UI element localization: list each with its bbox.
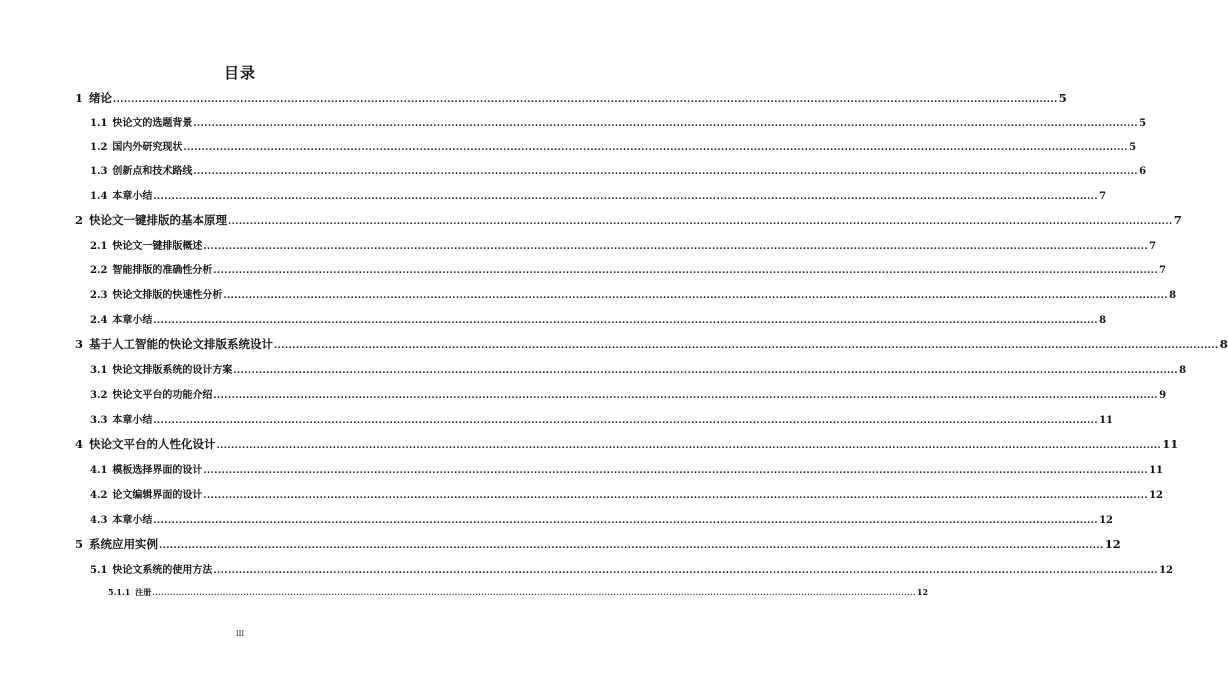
dot-leader: .................................................................................................................................................................................................................................................................... xyxy=(203,491,1149,501)
dot-leader: .................................................................................................................................................................................................................................................................... xyxy=(153,416,1099,426)
toc-entry-label xyxy=(90,237,202,252)
dot-leader: .................................................................................................................................................................................................................................................................... xyxy=(153,192,1099,202)
dot-leader: .................................................................................................................................................................................................................................................................... xyxy=(193,119,1139,129)
toc-entry-page: 5 xyxy=(1139,118,1147,129)
toc-entry-number: 1.4 xyxy=(90,191,108,202)
toc-entry-title: 论文编辑界面的设计 xyxy=(112,490,203,501)
toc-entry-label xyxy=(75,436,216,452)
toc-entry-page: 5 xyxy=(1058,91,1067,105)
toc-entry-label xyxy=(90,187,152,202)
toc-entry[interactable] xyxy=(90,187,1107,202)
toc-entry[interactable] xyxy=(108,587,929,598)
toc-entry-page: 12 xyxy=(1104,537,1121,551)
toc-entry-number: 3.3 xyxy=(90,415,108,426)
toc-entry-number: 4.3 xyxy=(90,515,108,526)
toc-entry-number: 1.3 xyxy=(90,166,108,177)
toc-entry-number: 4.1 xyxy=(90,465,108,476)
toc-entry-number: 2.3 xyxy=(90,290,108,301)
toc-entry-title: 创新点和技术路线 xyxy=(112,166,193,177)
toc-entry-title: 模板选择界面的设计 xyxy=(112,465,203,476)
toc-entry[interactable] xyxy=(90,411,1113,426)
toc-entry-number: 4.2 xyxy=(90,490,108,501)
toc-entry-label xyxy=(75,212,227,228)
toc-entry-page: 12 xyxy=(916,587,929,597)
toc-entry[interactable] xyxy=(75,536,1121,552)
toc-entry[interactable] xyxy=(90,162,1147,177)
toc-entry-label xyxy=(90,311,152,326)
dot-leader: .................................................................................................................................................................................................................................................................... xyxy=(228,217,1173,227)
toc-entry-title: 绪论 xyxy=(89,91,113,105)
toc-entry[interactable] xyxy=(90,486,1163,501)
toc-entry[interactable] xyxy=(75,436,1179,452)
toc-entry-title: 快论文排版系统的设计方案 xyxy=(112,365,233,376)
toc-entry[interactable] xyxy=(90,311,1107,326)
toc-entry-page: 9 xyxy=(1159,390,1167,401)
toc-entry-title: 智能排版的准确性分析 xyxy=(112,265,213,276)
toc-entry-title: 注册 xyxy=(135,587,152,597)
toc-entry-label xyxy=(90,286,222,301)
toc-entry[interactable] xyxy=(90,461,1163,476)
toc-entry-number: 5.1.1 xyxy=(108,587,131,597)
toc-entry-page: 8 xyxy=(1219,337,1228,351)
toc-entry-title: 本章小结 xyxy=(112,515,153,526)
toc-entry-number: 5.1 xyxy=(90,565,108,576)
toc-entry-number: 3 xyxy=(75,337,84,351)
toc-entry-label xyxy=(75,336,273,352)
toc-entry-page: 8 xyxy=(1099,315,1107,326)
toc-entry-page: 7 xyxy=(1149,241,1157,252)
toc-entry[interactable] xyxy=(90,114,1147,129)
toc-entry-page: 7 xyxy=(1099,191,1107,202)
toc-entry-number: 3.2 xyxy=(90,390,108,401)
toc-entry-label xyxy=(108,587,151,598)
toc-entry[interactable] xyxy=(90,237,1157,252)
toc-entry[interactable] xyxy=(90,561,1173,576)
toc-entry[interactable] xyxy=(75,212,1182,228)
toc-entry-label xyxy=(90,486,202,501)
toc-entry[interactable] xyxy=(75,90,1067,106)
toc-entry[interactable] xyxy=(90,511,1113,526)
toc-entry-page: 12 xyxy=(1099,515,1113,526)
toc-entry-number: 1.1 xyxy=(90,118,108,129)
toc-entry-page: 11 xyxy=(1149,465,1163,476)
dot-leader: .................................................................................................................................................................................................................................................................... xyxy=(203,242,1149,252)
dot-leader: .................................................................................................................................................................................................................................................................... xyxy=(216,441,1162,451)
toc-entry[interactable] xyxy=(75,336,1228,352)
toc-entry-title: 本章小结 xyxy=(112,415,153,426)
dot-leader: .................................................................................................................................................................................................................................................................... xyxy=(193,167,1139,177)
toc-entry-number: 1 xyxy=(75,91,84,105)
toc-entry-title: 快论文平台的人性化设计 xyxy=(89,437,216,451)
toc-entry-title: 快论文一键排版的基本原理 xyxy=(89,213,228,227)
toc-entry-label xyxy=(90,361,232,376)
toc-entry-page: 12 xyxy=(1149,490,1163,501)
toc-entry-number: 2.2 xyxy=(90,265,108,276)
toc-entry-title: 快论文一键排版概述 xyxy=(112,241,203,252)
dot-leader: .................................................................................................................................................................................................................................................................... xyxy=(113,95,1058,105)
dot-leader: .................................................................................................................................................................................................................................................................... xyxy=(213,266,1159,276)
dot-leader: .................................................................................................................................................................................................................................................................... xyxy=(203,466,1149,476)
toc-entry-label xyxy=(90,162,192,177)
dot-leader: .................................................................................................................................................................................................................................................................... xyxy=(159,541,1104,551)
toc-entry-title: 本章小结 xyxy=(112,191,153,202)
toc-entry-page: 6 xyxy=(1139,166,1147,177)
toc-entry-number: 2.1 xyxy=(90,241,108,252)
dot-leader: .................................................................................................................................................................................................................................................................... xyxy=(153,516,1099,526)
toc-entry[interactable] xyxy=(90,286,1177,301)
dot-leader: .................................................................................................................................................................................................................................................................... xyxy=(213,566,1159,576)
toc-entry-title: 快论文的选题背景 xyxy=(112,118,193,129)
toc-entry-label xyxy=(90,561,212,576)
dot-leader: .................................................................................................................................................................................................................................................................... xyxy=(153,316,1099,326)
toc-entry-page: 11 xyxy=(1162,437,1179,451)
toc-entry-page: 11 xyxy=(1099,415,1113,426)
toc-entry-label xyxy=(90,114,192,129)
toc-entry-title: 系统应用实例 xyxy=(89,537,159,551)
toc-entry-number: 1.2 xyxy=(90,142,108,153)
toc-entry-number: 4 xyxy=(75,437,84,451)
dot-leader: .................................................................................................................................................................................................................................................................... xyxy=(223,291,1169,301)
toc-entry-page: 7 xyxy=(1159,265,1167,276)
toc-entry-page: 7 xyxy=(1173,213,1182,227)
toc-entry-label xyxy=(90,386,212,401)
toc-entry-title: 快论文平台的功能介绍 xyxy=(112,390,213,401)
toc-entry-title: 本章小结 xyxy=(112,315,153,326)
toc-entry-page: 5 xyxy=(1129,142,1137,153)
toc-entry[interactable] xyxy=(90,386,1167,401)
toc-entry-number: 3.1 xyxy=(90,365,108,376)
toc-entry-page: 8 xyxy=(1179,365,1187,376)
toc-entry-label xyxy=(90,261,212,276)
dot-leader: .................................................................................................................................................................................................................................................................... xyxy=(213,391,1159,401)
toc-entry[interactable] xyxy=(90,261,1167,276)
toc-entry-label xyxy=(90,138,182,153)
toc-entry-title: 基于人工智能的快论文排版系统设计 xyxy=(89,337,274,351)
toc-entry-page: 8 xyxy=(1169,290,1177,301)
toc-entry-number: 2 xyxy=(75,213,84,227)
toc-entry-title: 快论文系统的使用方法 xyxy=(112,565,213,576)
dot-leader: .................................................................................................................................................................................................................................................................... xyxy=(183,143,1129,153)
toc-entry-label xyxy=(90,411,152,426)
toc-entry-number: 2.4 xyxy=(90,315,108,326)
dot-leader: .................................................................................................................................................................................................................................................................... xyxy=(152,588,916,597)
dot-leader: .................................................................................................................................................................................................................................................................... xyxy=(233,366,1179,376)
toc-entry-page: 12 xyxy=(1159,565,1173,576)
toc-entry[interactable] xyxy=(90,361,1187,376)
toc-entry-label xyxy=(90,461,202,476)
dot-leader: .................................................................................................................................................................................................................................................................... xyxy=(274,341,1219,351)
toc-entry-title: 快论文排版的快速性分析 xyxy=(112,290,223,301)
toc-entry-label xyxy=(75,536,158,552)
toc-entry-title: 国内外研究现状 xyxy=(112,142,183,153)
toc-entry[interactable] xyxy=(90,138,1137,153)
toc-entry-number: 5 xyxy=(75,537,84,551)
toc-entry-label xyxy=(75,90,112,106)
page-number: III xyxy=(235,630,245,638)
toc-entry-label xyxy=(90,511,152,526)
toc-title: 目录 xyxy=(223,64,256,82)
